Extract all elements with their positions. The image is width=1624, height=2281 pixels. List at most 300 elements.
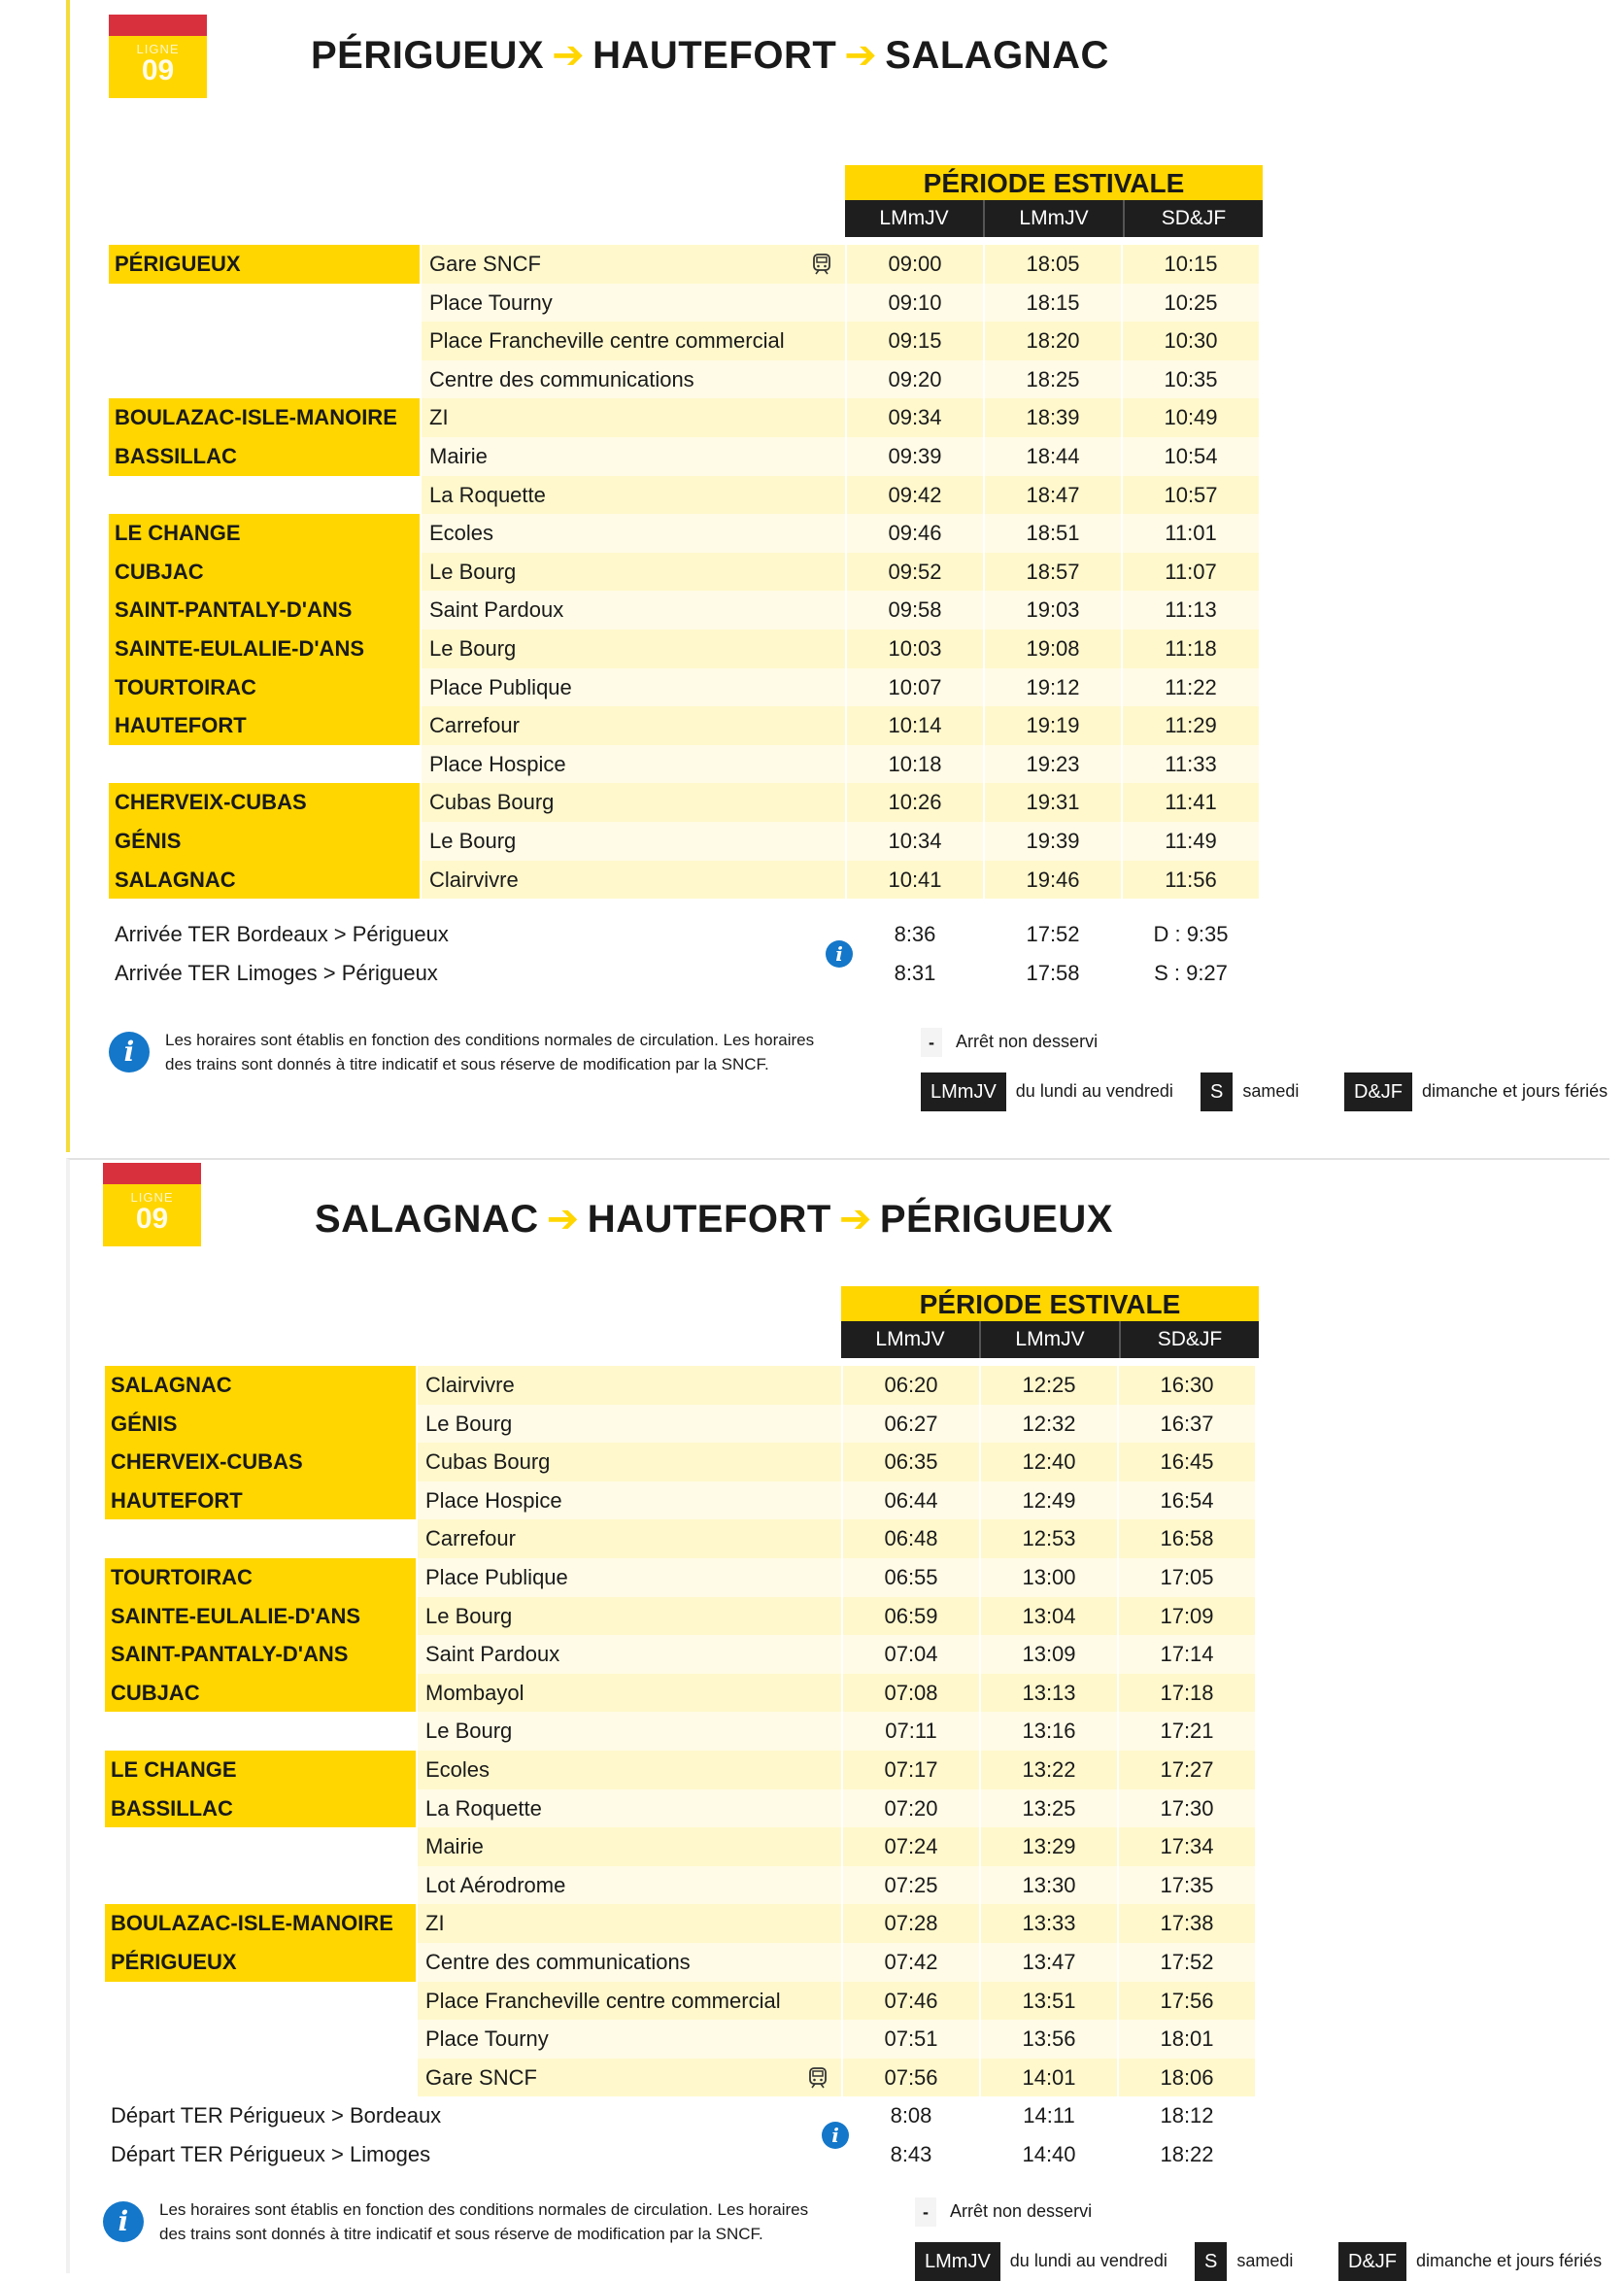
stop-name xyxy=(416,1519,841,1558)
departure-time: 07:04 xyxy=(841,1635,979,1674)
table-row xyxy=(109,668,1263,707)
commune-name: LE CHANGE xyxy=(109,514,420,553)
departure-time: 07:24 xyxy=(841,1827,979,1866)
departure-time: 17:34 xyxy=(1117,1827,1255,1866)
departure-time: 07:46 xyxy=(841,1982,979,2021)
departure-time: 11:01 xyxy=(1121,514,1259,553)
departure-time: 18:15 xyxy=(983,284,1121,323)
commune-name xyxy=(105,1866,416,1905)
line-label: LIGNE xyxy=(130,1190,174,1205)
stop-name xyxy=(416,1866,841,1905)
route-stop-name: HAUTEFORT xyxy=(592,34,837,77)
departure-time: 09:46 xyxy=(845,514,983,553)
departure-time: 10:49 xyxy=(1121,398,1259,437)
departure-time: 10:18 xyxy=(845,745,983,784)
departure-time: 13:22 xyxy=(979,1751,1117,1789)
departure-time: 19:46 xyxy=(983,861,1121,900)
stop-label: Place Hospice xyxy=(429,751,566,776)
info-icon: i xyxy=(103,2201,144,2242)
train-icon xyxy=(810,253,833,276)
departure-time: 18:57 xyxy=(983,553,1121,592)
legend-code: - xyxy=(921,1028,942,1057)
departure-time: 17:30 xyxy=(1117,1789,1255,1828)
stop-name xyxy=(416,2020,841,2059)
departure-time: 09:39 xyxy=(845,437,983,476)
table-row xyxy=(105,1712,1259,1751)
table-row xyxy=(105,1481,1259,1520)
legend-code: - xyxy=(915,2197,936,2227)
ter-row xyxy=(105,2135,1259,2174)
ter-label xyxy=(109,915,845,966)
departure-time: 09:15 xyxy=(845,322,983,360)
info-icon: i xyxy=(109,1032,150,1072)
stop-label: Place Publique xyxy=(425,1564,568,1589)
stop-name xyxy=(416,1751,841,1789)
ter-label-text: Départ TER Périgueux > Limoges xyxy=(111,2141,431,2166)
stop-label: Place Hospice xyxy=(425,1487,562,1513)
stop-name xyxy=(416,1904,841,1943)
legend-code: LMmJV xyxy=(921,1072,1006,1111)
departure-time: 12:25 xyxy=(979,1366,1117,1405)
ter-label-text: Arrivée TER Limoges > Périgueux xyxy=(115,960,438,985)
stop-label: Cubas Bourg xyxy=(425,1449,551,1475)
departure-time: 07:08 xyxy=(841,1674,979,1713)
departure-time: 16:58 xyxy=(1117,1519,1255,1558)
departure-time: 13:25 xyxy=(979,1789,1117,1828)
departure-time: 10:25 xyxy=(1121,284,1259,323)
timetable-outbound xyxy=(66,0,1609,1152)
departure-time: 17:52 xyxy=(1117,1943,1255,1982)
departure-time: 19:19 xyxy=(983,706,1121,745)
legend-code: S xyxy=(1195,2242,1227,2281)
arrow-right-icon: ➔ xyxy=(838,1198,872,1241)
legend-text: samedi xyxy=(1242,1080,1300,1101)
stop-name xyxy=(416,1481,841,1520)
departure-time: 19:31 xyxy=(983,783,1121,822)
departure-time: 13:09 xyxy=(979,1635,1117,1674)
stop-name xyxy=(420,398,845,437)
stop-name xyxy=(420,360,845,399)
commune-name xyxy=(105,1982,416,2021)
stop-name xyxy=(416,1366,841,1405)
legend-item xyxy=(1201,1072,1299,1111)
departure-time: 11:13 xyxy=(1121,591,1259,630)
departure-time: 09:20 xyxy=(845,360,983,399)
commune-name: BASSILLAC xyxy=(105,1789,416,1828)
stop-name xyxy=(420,514,845,553)
commune-name: BOULAZAC-ISLE-MANOIRE xyxy=(109,398,420,437)
commune-name xyxy=(105,2059,416,2097)
column-header: SD&JF xyxy=(1119,1321,1259,1358)
commune-name: CHERVEIX-CUBAS xyxy=(105,1443,416,1481)
legend-text: dimanche et jours fériés xyxy=(1416,2250,1603,2270)
badge-yellow-band xyxy=(109,36,207,98)
ter-time: 8:08 xyxy=(841,2096,979,2135)
ter-connections xyxy=(105,2096,1259,2173)
commune-name: HAUTEFORT xyxy=(105,1481,416,1520)
departure-time: 13:51 xyxy=(979,1982,1117,2021)
ter-connections xyxy=(109,915,1263,992)
departure-time: 07:11 xyxy=(841,1712,979,1751)
legend-item xyxy=(921,1028,1098,1057)
column-header: LMmJV xyxy=(875,1328,945,1350)
commune-name: SAINTE-EULALIE-D'ANS xyxy=(105,1597,416,1636)
stop-label: Clairvivre xyxy=(425,1373,515,1397)
departure-time: 12:40 xyxy=(979,1443,1117,1481)
info-icon: i xyxy=(822,2122,849,2149)
departure-time: 11:56 xyxy=(1121,861,1259,900)
route-stop-name: SALAGNAC xyxy=(315,1198,539,1241)
table-row xyxy=(109,322,1263,360)
stop-label: Place Tourny xyxy=(425,2026,549,2052)
departure-time: 10:07 xyxy=(845,668,983,707)
table-row xyxy=(105,1789,1259,1828)
column-header: LMmJV xyxy=(983,200,1123,237)
stop-name xyxy=(416,1597,841,1636)
commune-name: PÉRIGUEUX xyxy=(105,1943,416,1982)
ter-time: 8:43 xyxy=(841,2135,979,2174)
departure-time: 18:47 xyxy=(983,476,1121,515)
column-header: LMmJV xyxy=(879,207,949,229)
departure-time: 07:56 xyxy=(841,2059,979,2097)
schedule-table xyxy=(105,1366,1259,2096)
table-row xyxy=(105,1827,1259,1866)
stop-label: Cubas Bourg xyxy=(429,790,555,815)
departure-time: 09:34 xyxy=(845,398,983,437)
departure-time: 19:08 xyxy=(983,630,1121,668)
departure-time: 11:29 xyxy=(1121,706,1259,745)
departure-time: 13:16 xyxy=(979,1712,1117,1751)
ter-time: S : 9:27 xyxy=(1121,954,1259,993)
stop-label: Mairie xyxy=(429,443,488,468)
commune-name: SAINT-PANTALY-D'ANS xyxy=(105,1635,416,1674)
departure-time: 09:42 xyxy=(845,476,983,515)
commune-name: PÉRIGUEUX xyxy=(109,245,420,284)
stop-label: Carrefour xyxy=(429,713,520,738)
commune-name: CUBJAC xyxy=(109,553,420,592)
stop-label: Saint Pardoux xyxy=(425,1642,560,1667)
stop-label: Gare SNCF xyxy=(429,252,541,276)
footnotes xyxy=(109,1022,1624,1109)
legend-text: Arrêt non desservi xyxy=(956,1031,1099,1051)
stop-name xyxy=(416,1443,841,1481)
stop-label: Gare SNCF xyxy=(425,2064,537,2090)
departure-time: 13:04 xyxy=(979,1597,1117,1636)
table-row xyxy=(105,2059,1259,2097)
table-row xyxy=(105,1751,1259,1789)
commune-name xyxy=(105,1712,416,1751)
departure-time: 17:35 xyxy=(1117,1866,1255,1905)
table-row xyxy=(109,822,1263,861)
departure-time: 17:56 xyxy=(1117,1982,1255,2021)
line-number: 09 xyxy=(135,1203,169,1235)
table-row xyxy=(109,398,1263,437)
stop-name xyxy=(416,1789,841,1828)
commune-name: SAINT-PANTALY-D'ANS xyxy=(109,591,420,630)
departure-time: 12:49 xyxy=(979,1481,1117,1520)
ter-label-text: Arrivée TER Bordeaux > Périgueux xyxy=(115,922,449,946)
legend-item xyxy=(1195,2242,1293,2281)
commune-name: HAUTEFORT xyxy=(109,706,420,745)
departure-time: 18:39 xyxy=(983,398,1121,437)
stop-label: Clairvivre xyxy=(429,867,519,892)
route-stop-name: PÉRIGUEUX xyxy=(311,34,545,77)
departure-time: 11:49 xyxy=(1121,822,1259,861)
departure-time: 17:27 xyxy=(1117,1751,1255,1789)
stop-label: Ecoles xyxy=(425,1756,491,1782)
departure-time: 10:26 xyxy=(845,783,983,822)
table-row xyxy=(109,745,1263,784)
stop-label: Place Publique xyxy=(429,674,572,699)
table-row xyxy=(109,514,1263,553)
commune-name xyxy=(109,360,420,399)
departure-time: 19:23 xyxy=(983,745,1121,784)
commune-name: TOURTOIRAC xyxy=(109,668,420,707)
departure-time: 06:59 xyxy=(841,1597,979,1636)
line-badge xyxy=(103,1163,201,1246)
stop-label: Place Francheville centre commercial xyxy=(429,328,785,354)
stop-name xyxy=(420,245,845,284)
table-row xyxy=(109,476,1263,515)
stop-name xyxy=(420,861,845,900)
timetable-return xyxy=(66,1158,1609,2273)
commune-name: GÉNIS xyxy=(105,1405,416,1444)
commune-name xyxy=(105,1519,416,1558)
stop-label: ZI xyxy=(425,1911,445,1936)
departure-time: 10:35 xyxy=(1121,360,1259,399)
stop-label: Le Bourg xyxy=(429,559,517,584)
departure-time: 07:42 xyxy=(841,1943,979,1982)
line-label: LIGNE xyxy=(136,42,180,56)
legend-code: D&JF xyxy=(1338,2242,1406,2281)
stop-name xyxy=(420,822,845,861)
departure-time: 13:30 xyxy=(979,1866,1117,1905)
stop-name xyxy=(416,1405,841,1444)
departure-time: 10:15 xyxy=(1121,245,1259,284)
departure-time: 07:25 xyxy=(841,1866,979,1905)
stop-name xyxy=(416,1943,841,1982)
commune-name xyxy=(105,1827,416,1866)
badge-red-band xyxy=(103,1163,201,1184)
stop-label: Mombayol xyxy=(425,1680,524,1705)
train-icon xyxy=(806,2066,829,2090)
commune-name xyxy=(109,322,420,360)
departure-time: 07:51 xyxy=(841,2020,979,2059)
stop-name xyxy=(420,476,845,515)
legend-text: du lundi au vendredi xyxy=(1015,1080,1173,1101)
stop-name xyxy=(416,1558,841,1597)
table-row xyxy=(105,1943,1259,1982)
legend-item xyxy=(915,2242,1167,2281)
table-row xyxy=(109,553,1263,592)
ter-time: D : 9:35 xyxy=(1121,915,1259,954)
legend-item xyxy=(1344,1072,1607,1111)
departure-time: 06:48 xyxy=(841,1519,979,1558)
commune-name: CUBJAC xyxy=(105,1674,416,1713)
table-row xyxy=(105,1635,1259,1674)
commune-name: BASSILLAC xyxy=(109,437,420,476)
departure-time: 13:29 xyxy=(979,1827,1117,1866)
stop-label: Saint Pardoux xyxy=(429,597,564,623)
departure-time: 10:41 xyxy=(845,861,983,900)
stop-name xyxy=(420,630,845,668)
departure-time: 11:07 xyxy=(1121,553,1259,592)
departure-time: 17:05 xyxy=(1117,1558,1255,1597)
departure-time: 13:33 xyxy=(979,1904,1117,1943)
stop-label: Le Bourg xyxy=(425,1603,513,1628)
stop-name xyxy=(416,1674,841,1713)
departure-time: 16:37 xyxy=(1117,1405,1255,1444)
table-row xyxy=(109,284,1263,323)
ter-label xyxy=(105,2096,841,2147)
departure-time: 18:25 xyxy=(983,360,1121,399)
line-badge xyxy=(109,15,207,98)
stop-name xyxy=(420,437,845,476)
departure-time: 10:34 xyxy=(845,822,983,861)
ter-time: 14:40 xyxy=(979,2135,1117,2174)
departure-time: 12:32 xyxy=(979,1405,1117,1444)
departure-time: 18:51 xyxy=(983,514,1121,553)
table-row xyxy=(105,1674,1259,1713)
departure-time: 17:38 xyxy=(1117,1904,1255,1943)
departure-time: 06:44 xyxy=(841,1481,979,1520)
commune-name: SALAGNAC xyxy=(109,861,420,900)
stop-name xyxy=(420,322,845,360)
departure-time: 17:18 xyxy=(1117,1674,1255,1713)
departure-time: 10:54 xyxy=(1121,437,1259,476)
table-row xyxy=(105,1904,1259,1943)
departure-time: 10:30 xyxy=(1121,322,1259,360)
info-text: Les horaires sont établis en fonction des conditions normales de circulation. Les horaires des trains sont donnés à titre indicatif et sous réserve de modification par la SNCF. xyxy=(165,1031,815,1073)
legend-item xyxy=(921,1072,1173,1111)
departure-time: 10:57 xyxy=(1121,476,1259,515)
column-header: LMmJV xyxy=(979,1321,1119,1358)
table-row xyxy=(109,783,1263,822)
table-row xyxy=(109,706,1263,745)
ter-row xyxy=(109,915,1263,966)
stop-name xyxy=(416,1982,841,2021)
departure-time: 17:09 xyxy=(1117,1597,1255,1636)
ter-label-text: Départ TER Périgueux > Bordeaux xyxy=(111,2103,442,2128)
stop-label: Carrefour xyxy=(425,1526,516,1551)
ter-label xyxy=(109,954,845,993)
commune-name: SAINTE-EULALIE-D'ANS xyxy=(109,630,420,668)
commune-name: BOULAZAC-ISLE-MANOIRE xyxy=(105,1904,416,1943)
legend-text: Arrêt non desservi xyxy=(950,2200,1093,2221)
info-text: Les horaires sont établis en fonction des conditions normales de circulation. Les horaires des trains sont donnés à titre indicatif et sous réserve de modification par la SNCF. xyxy=(159,2200,809,2243)
table-row xyxy=(109,437,1263,476)
stop-label: Le Bourg xyxy=(425,1719,513,1744)
ter-time: 17:52 xyxy=(983,915,1121,954)
stop-name xyxy=(416,2059,841,2097)
stop-name xyxy=(416,1712,841,1751)
table-row xyxy=(109,360,1263,399)
ter-time: 8:31 xyxy=(845,954,983,993)
departure-time: 13:56 xyxy=(979,2020,1117,2059)
table-row xyxy=(109,245,1263,284)
arrow-right-icon: ➔ xyxy=(844,34,878,77)
table-row xyxy=(109,861,1263,900)
stop-name xyxy=(420,745,845,784)
ter-row xyxy=(105,2096,1259,2147)
period-label: PÉRIODE ESTIVALE xyxy=(841,1286,1259,1321)
commune-name: SALAGNAC xyxy=(105,1366,416,1405)
departure-time: 09:58 xyxy=(845,591,983,630)
ter-time: 17:58 xyxy=(983,954,1121,993)
ter-time: 8:36 xyxy=(845,915,983,954)
legend-item xyxy=(915,2197,1092,2227)
departure-time: 18:20 xyxy=(983,322,1121,360)
badge-red-band xyxy=(109,15,207,36)
ter-time: 14:11 xyxy=(979,2096,1117,2135)
table-row xyxy=(105,1366,1259,1405)
table-row xyxy=(105,1519,1259,1558)
departure-time: 13:13 xyxy=(979,1674,1117,1713)
departure-time: 06:20 xyxy=(841,1366,979,1405)
route-stop-name: PÉRIGUEUX xyxy=(879,1198,1113,1241)
departure-time: 13:00 xyxy=(979,1558,1117,1597)
footnotes xyxy=(103,2192,1618,2279)
stop-label: Centre des communications xyxy=(425,1949,691,1974)
schedule-table xyxy=(109,245,1263,899)
departure-time: 11:33 xyxy=(1121,745,1259,784)
route-stop-name: SALAGNAC xyxy=(885,34,1109,77)
departure-time: 09:10 xyxy=(845,284,983,323)
stop-name xyxy=(420,553,845,592)
commune-name xyxy=(109,745,420,784)
departure-time: 07:20 xyxy=(841,1789,979,1828)
departure-time: 11:22 xyxy=(1121,668,1259,707)
commune-name: GÉNIS xyxy=(109,822,420,861)
ter-row xyxy=(109,954,1263,993)
commune-name xyxy=(105,2020,416,2059)
legend-code: S xyxy=(1201,1072,1233,1111)
departure-time: 13:47 xyxy=(979,1943,1117,1982)
legend-item xyxy=(1338,2242,1602,2281)
stop-name xyxy=(416,1827,841,1866)
column-header: SD&JF xyxy=(1123,200,1263,237)
stop-label: La Roquette xyxy=(429,482,546,507)
stop-label: Le Bourg xyxy=(429,828,517,853)
departure-time: 10:03 xyxy=(845,630,983,668)
stop-label: Mairie xyxy=(425,1834,484,1859)
departure-time: 18:01 xyxy=(1117,2020,1255,2059)
stop-label: Le Bourg xyxy=(425,1411,513,1436)
arrow-right-icon: ➔ xyxy=(552,34,586,77)
info-icon: i xyxy=(826,940,853,968)
departure-time: 18:44 xyxy=(983,437,1121,476)
departure-time: 06:27 xyxy=(841,1405,979,1444)
departure-time: 10:14 xyxy=(845,706,983,745)
commune-name xyxy=(109,476,420,515)
departure-time: 09:00 xyxy=(845,245,983,284)
ter-time: 18:12 xyxy=(1117,2096,1255,2135)
route-title xyxy=(311,33,1109,78)
ter-label xyxy=(105,2135,841,2174)
table-row xyxy=(105,1982,1259,2021)
departure-time: 07:17 xyxy=(841,1751,979,1789)
table-row xyxy=(109,591,1263,630)
stop-label: Place Tourny xyxy=(429,289,553,315)
legend-text: samedi xyxy=(1236,2250,1294,2270)
table-row xyxy=(105,1597,1259,1636)
departure-time: 16:30 xyxy=(1117,1366,1255,1405)
route-title xyxy=(315,1197,1113,1242)
table-row xyxy=(105,1405,1259,1444)
commune-name: LE CHANGE xyxy=(105,1751,416,1789)
table-row xyxy=(105,1866,1259,1905)
departure-time: 18:06 xyxy=(1117,2059,1255,2097)
